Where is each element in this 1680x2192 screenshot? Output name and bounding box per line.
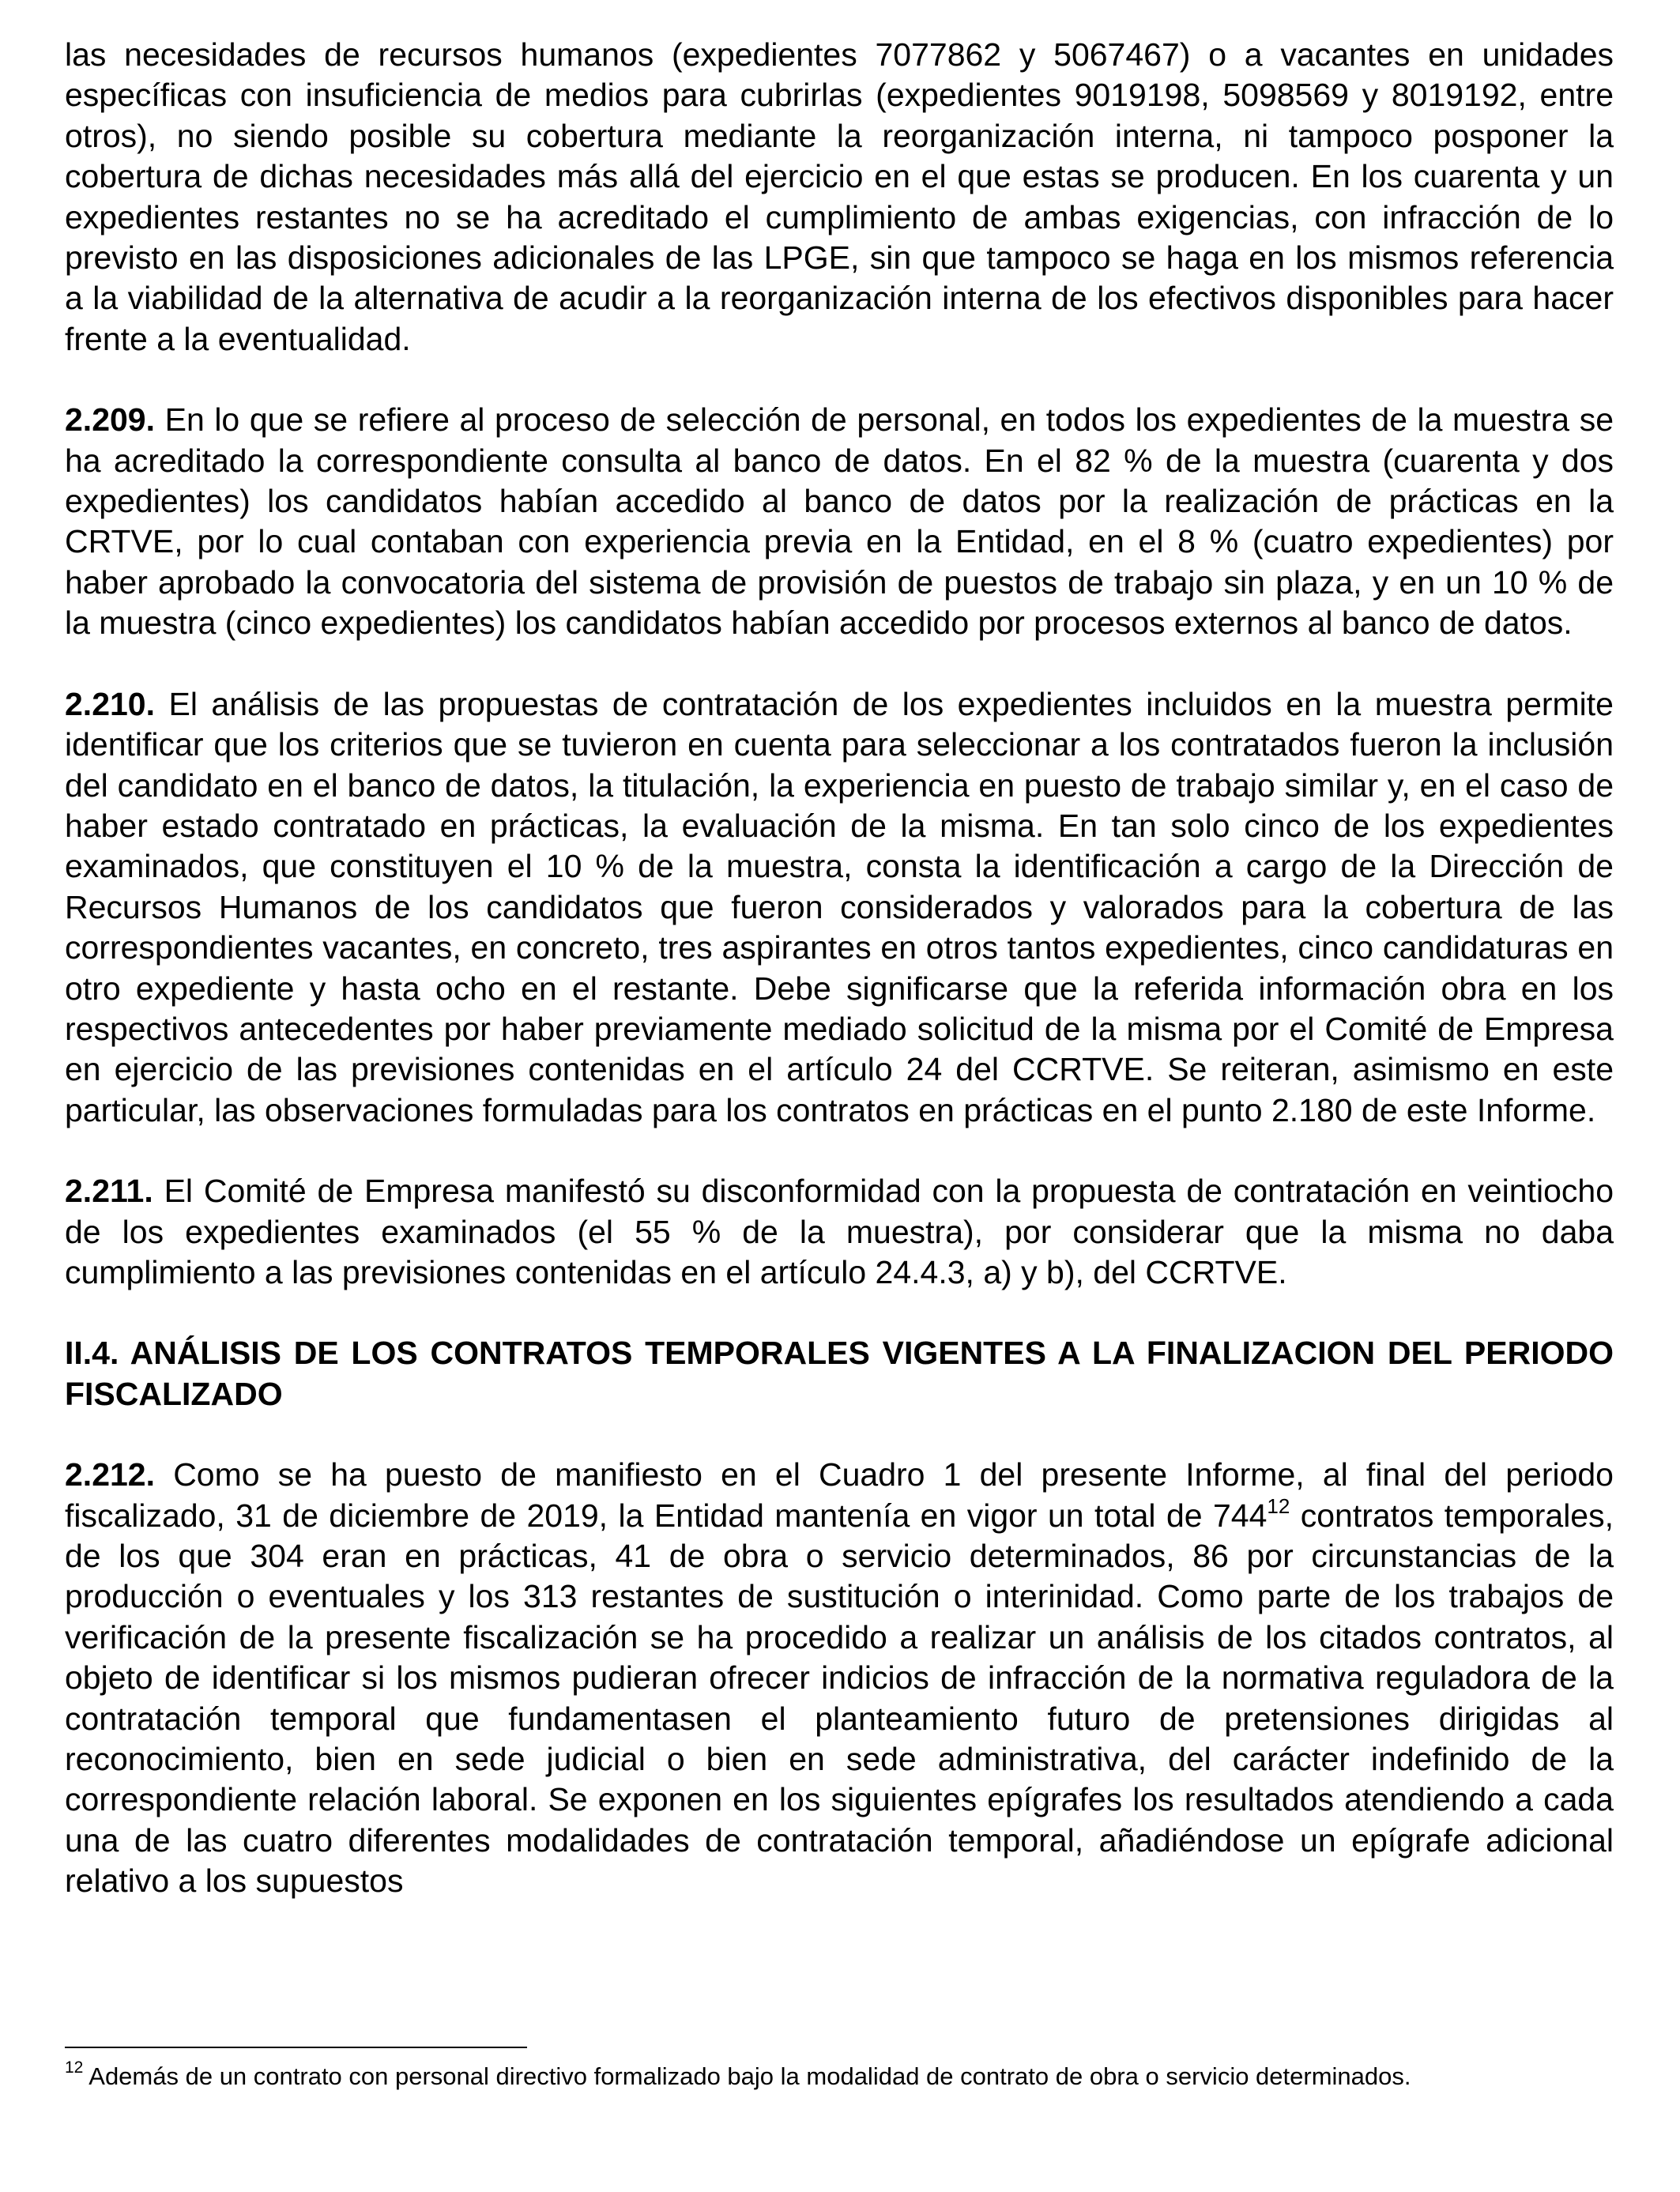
paragraph-number: 2.210. [65,685,155,722]
paragraph-text: El análisis de las propuestas de contratación de los expedientes incluidos en la muestra permite identificar que los criterios que se tuvieron en cuenta para seleccionar a los contratados fueron la inclusión del candidato en el banco de datos, la titulación, la experiencia en puesto de trabajo similar y, en el caso de haber estado contratado en prácticas, la evaluación de la misma. En tan solo cinco de los expedientes examinados, que constituyen el 10 % de la muestra, consta la identificación a cargo de la Dirección de Recursos Humanos de los candidatos que fueron considerados y valorados para la cobertura de las correspondientes vacantes, en concreto, tres aspirantes en otros tantos expedientes, cinco candidaturas en otro expediente y hasta ocho en el restante. Debe significarse que la referida información obra en los respectivos antecedentes por haber previamente mediado solicitud de la misma por el Comité de Empresa en ejercicio de las previsiones contenidas en el artículo 24 del CCRTVE. Se reiteran, asimismo en este particular, las observaciones formuladas para los contratos en prácticas en el punto 2.180 de este Informe. [65,685,1614,1128]
footnote-text: Además de un contrato con personal directivo formalizado bajo la modalidad de contrato de obra o servicio determinados. [83,2062,1411,2090]
paragraph-text: El Comité de Empresa manifestó su disconformidad con la propuesta de contratación en veintiocho de los expedientes examinados (el 55 % de la muestra), por considerar que la misma no daba cumplimiento a las previsiones contenidas en el artículo 24.4.3, a) y b), del CCRTVE. [65,1173,1614,1290]
paragraph-text-after-footnote: contratos temporales, de los que 304 eran en prácticas, 41 de obra o servicio determinados, 86 por circunstancias de la producción o eventuales y los 313 restantes de sustitución o interinidad. Como parte de los trabajos de verificación de la presente fiscalización se ha procedido a realizar un análisis de los citados contratos, al objeto de identificar si los mismos pudieran ofrecer indicios de infracción de la normativa reguladora de la contratación temporal que fundamentasen el planteamiento futuro de pretensiones dirigidas al reconocimiento, bien en sede judicial o bien en sede administrativa, del carácter indefinido de la correspondiente relación laboral. Se exponen en los siguientes epígrafes los resultados atendiendo a cada una de las cuatro diferentes modalidades de contratación temporal, añadiéndose un epígrafe adicional relativo a los supuestos [65,1497,1614,1900]
footnote-reference[interactable]: 12 [1267,1493,1290,1518]
section-heading: II.4. ANÁLISIS DE LOS CONTRATOS TEMPORALES VIGENTES A LA FINALIZACION DEL PERIODO FISCALIZADO [65,1335,1614,1412]
paragraph-number: 2.212. [65,1456,155,1493]
paragraph-number: 2.211. [65,1173,153,1210]
paragraph-text: En lo que se refiere al proceso de selección de personal, en todos los expedientes de la muestra se ha acreditado la correspondiente consulta al banco de datos. En el 82 % de la muestra (cuarenta y dos expedientes) los candidatos habían accedido al banco de datos por la realización de prácticas en la CRTVE, por lo cual contaban con experiencia previa en la Entidad, en el 8 % (cuatro expedientes) por haber aprobado la convocatoria del sistema de provisión de puestos de trabajo sin plaza, y en un 10 % de la muestra (cinco expedientes) los candidatos habían accedido por procesos externos al banco de datos. [65,401,1614,642]
paragraph-2-209 [65,400,1614,643]
footnote [65,2058,1614,2092]
footnote-marker: 12 [65,2058,84,2077]
footnote-separator [65,2047,527,2048]
paragraph-2-212 [65,1455,1614,1901]
paragraph-continuation [65,35,1614,360]
paragraph-2-211 [65,1171,1614,1293]
paragraph-text: las necesidades de recursos humanos (expedientes 7077862 y 5067467) o a vacantes en unidades específicas con insuficiencia de medios para cubrirlas (expedientes 9019198, 5098569 y 8019192, entre otros), no siendo posible su cobertura mediante la reorganización interna, ni tampoco posponer la cobertura de dichas necesidades más allá del ejercicio en el que estas se producen. En los cuarenta y un expedientes restantes no se ha acreditado el cumplimiento de ambas exigencias, con infracción de lo previsto en las disposiciones adicionales de las LPGE, sin que tampoco se haga en los mismos referencia a la viabilidad de la alternativa de acudir a la reorganización interna de los efectivos disponibles para hacer frente a la eventualidad. [65,36,1614,357]
paragraph-text-before-footnote: Como se ha puesto de manifiesto en el Cuadro 1 del presente Informe, al final del periodo fiscalizado, 31 de diciembre de 2019, la Entidad mantenía en vigor un total de 744 [65,1456,1614,1534]
paragraph-2-210 [65,684,1614,1131]
document-body [65,35,1614,1902]
paragraph-number: 2.209. [65,401,155,439]
